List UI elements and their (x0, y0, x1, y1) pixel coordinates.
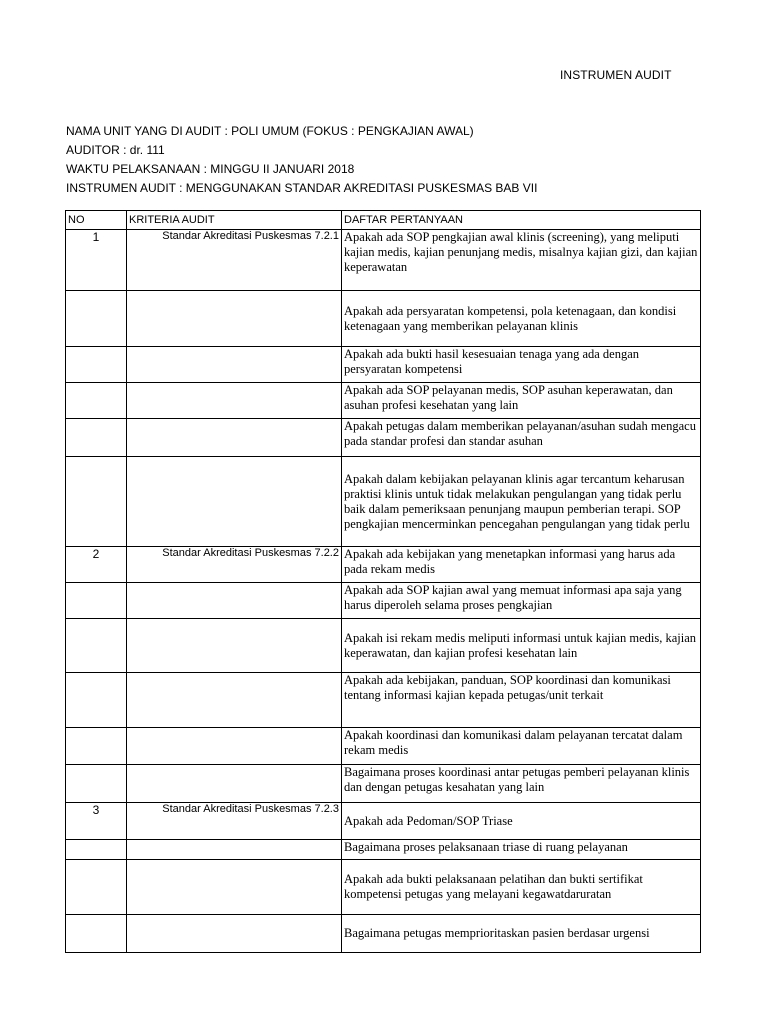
header-no: NO (66, 211, 127, 230)
meta-auditor: AUDITOR : dr. 111 (66, 143, 165, 157)
row-kriteria (127, 583, 342, 619)
row-kriteria (127, 765, 342, 803)
row-kriteria (127, 728, 342, 765)
row-no (66, 765, 127, 803)
audit-meta (66, 122, 537, 198)
row-no (66, 840, 127, 860)
row-question: Apakah ada bukti pelaksanaan pelatihan dan bukti sertifikat kompetensi petugas yang melayani kegawatdaruratan (342, 860, 701, 915)
row-no (66, 347, 127, 383)
row-kriteria (127, 673, 342, 728)
row-question: Apakah ada SOP pengkajian awal klinis (screening), yang meliputi kajian medis, kajian penunjang medis, misalnya kajian gizi, dan kajian keperawatan (342, 230, 701, 291)
row-no: 1 (66, 230, 127, 291)
table-row (66, 673, 701, 728)
row-no (66, 728, 127, 765)
row-kriteria: Standar Akreditasi Puskesmas 7.2.2 (127, 547, 342, 583)
header-kriteria: KRITERIA AUDIT (127, 211, 342, 230)
row-question: Apakah ada kebijakan yang menetapkan informasi yang harus ada pada rekam medis (342, 547, 701, 583)
table-row (66, 347, 701, 383)
meta-instrumen: INSTRUMEN AUDIT : MENGGUNAKAN STANDAR AKREDITASI PUSKESMAS BAB VII (66, 181, 538, 195)
audit-table (65, 210, 701, 953)
table-row (66, 583, 701, 619)
row-question: Bagaimana proses pelaksanaan triase di ruang pelayanan (342, 840, 701, 860)
table-row (66, 383, 701, 419)
header-pertanyaan: DAFTAR PERTANYAAN (342, 211, 701, 230)
row-question: Apakah ada persyaratan kompetensi, pola ketenagaan, dan kondisi ketenagaan yang memberikan pelayanan klinis (342, 291, 701, 347)
table-row (66, 915, 701, 953)
row-question: Apakah ada bukti hasil kesesuaian tenaga yang ada dengan persyaratan kompetensi (342, 347, 701, 383)
row-question: Bagaimana petugas memprioritaskan pasien berdasar urgensi (342, 915, 701, 953)
table-row (66, 230, 701, 291)
table-row (66, 765, 701, 803)
row-question: Apakah dalam kebijakan pelayanan klinis agar tercantum keharusan praktisi klinis untuk tidak melakukan pengulangan yang tidak perlu baik dalam pemeriksaan penunjang maupun pemberian terapi. SOP pengkajian mencerminkan pencegahan pengulangan yang tidak perlu (342, 457, 701, 547)
row-no (66, 915, 127, 953)
row-question: Apakah ada kebijakan, panduan, SOP koordinasi dan komunikasi tentang informasi kajian kepada petugas/unit terkait (342, 673, 701, 728)
row-no (66, 583, 127, 619)
row-no (66, 291, 127, 347)
row-no (66, 860, 127, 915)
meta-unit: NAMA UNIT YANG DI AUDIT : POLI UMUM (FOKUS : PENGKAJIAN AWAL) (66, 124, 474, 138)
row-question: Apakah ada SOP pelayanan medis, SOP asuhan keperawatan, dan asuhan profesi kesehatan yang lain (342, 383, 701, 419)
row-question: Apakah ada Pedoman/SOP Triase (342, 803, 701, 840)
table-row (66, 419, 701, 457)
row-no (66, 383, 127, 419)
table-row (66, 291, 701, 347)
row-no (66, 673, 127, 728)
row-kriteria (127, 419, 342, 457)
table-row (66, 457, 701, 547)
table-header-row (66, 211, 701, 230)
row-kriteria (127, 915, 342, 953)
table-row (66, 803, 701, 840)
table-row (66, 728, 701, 765)
document-title: INSTRUMEN AUDIT (560, 68, 672, 82)
row-kriteria: Standar Akreditasi Puskesmas 7.2.1 (127, 230, 342, 291)
row-kriteria (127, 347, 342, 383)
row-kriteria (127, 619, 342, 673)
row-no (66, 419, 127, 457)
row-no (66, 619, 127, 673)
row-no: 2 (66, 547, 127, 583)
row-kriteria (127, 291, 342, 347)
row-question: Apakah koordinasi dan komunikasi dalam pelayanan tercatat dalam rekam medis (342, 728, 701, 765)
row-question: Apakah petugas dalam memberikan pelayanan/asuhan sudah mengacu pada standar profesi dan standar asuhan (342, 419, 701, 457)
table-row (66, 547, 701, 583)
meta-waktu: WAKTU PELAKSANAAN : MINGGU II JANUARI 2018 (66, 162, 355, 176)
row-no (66, 457, 127, 547)
row-question: Bagaimana proses koordinasi antar petugas pemberi pelayanan klinis dan dengan petugas kesahatan yang lain (342, 765, 701, 803)
row-kriteria: Standar Akreditasi Puskesmas 7.2.3 (127, 803, 342, 840)
row-kriteria (127, 840, 342, 860)
row-kriteria (127, 860, 342, 915)
row-question: Apakah isi rekam medis meliputi informasi untuk kajian medis, kajian keperawatan, dan kajian profesi kesehatan lain (342, 619, 701, 673)
row-question: Apakah ada SOP kajian awal yang memuat informasi apa saja yang harus diperoleh selama proses pengkajian (342, 583, 701, 619)
table-row (66, 619, 701, 673)
row-kriteria (127, 457, 342, 547)
table-row (66, 840, 701, 860)
table-row (66, 860, 701, 915)
row-no: 3 (66, 803, 127, 840)
row-kriteria (127, 383, 342, 419)
